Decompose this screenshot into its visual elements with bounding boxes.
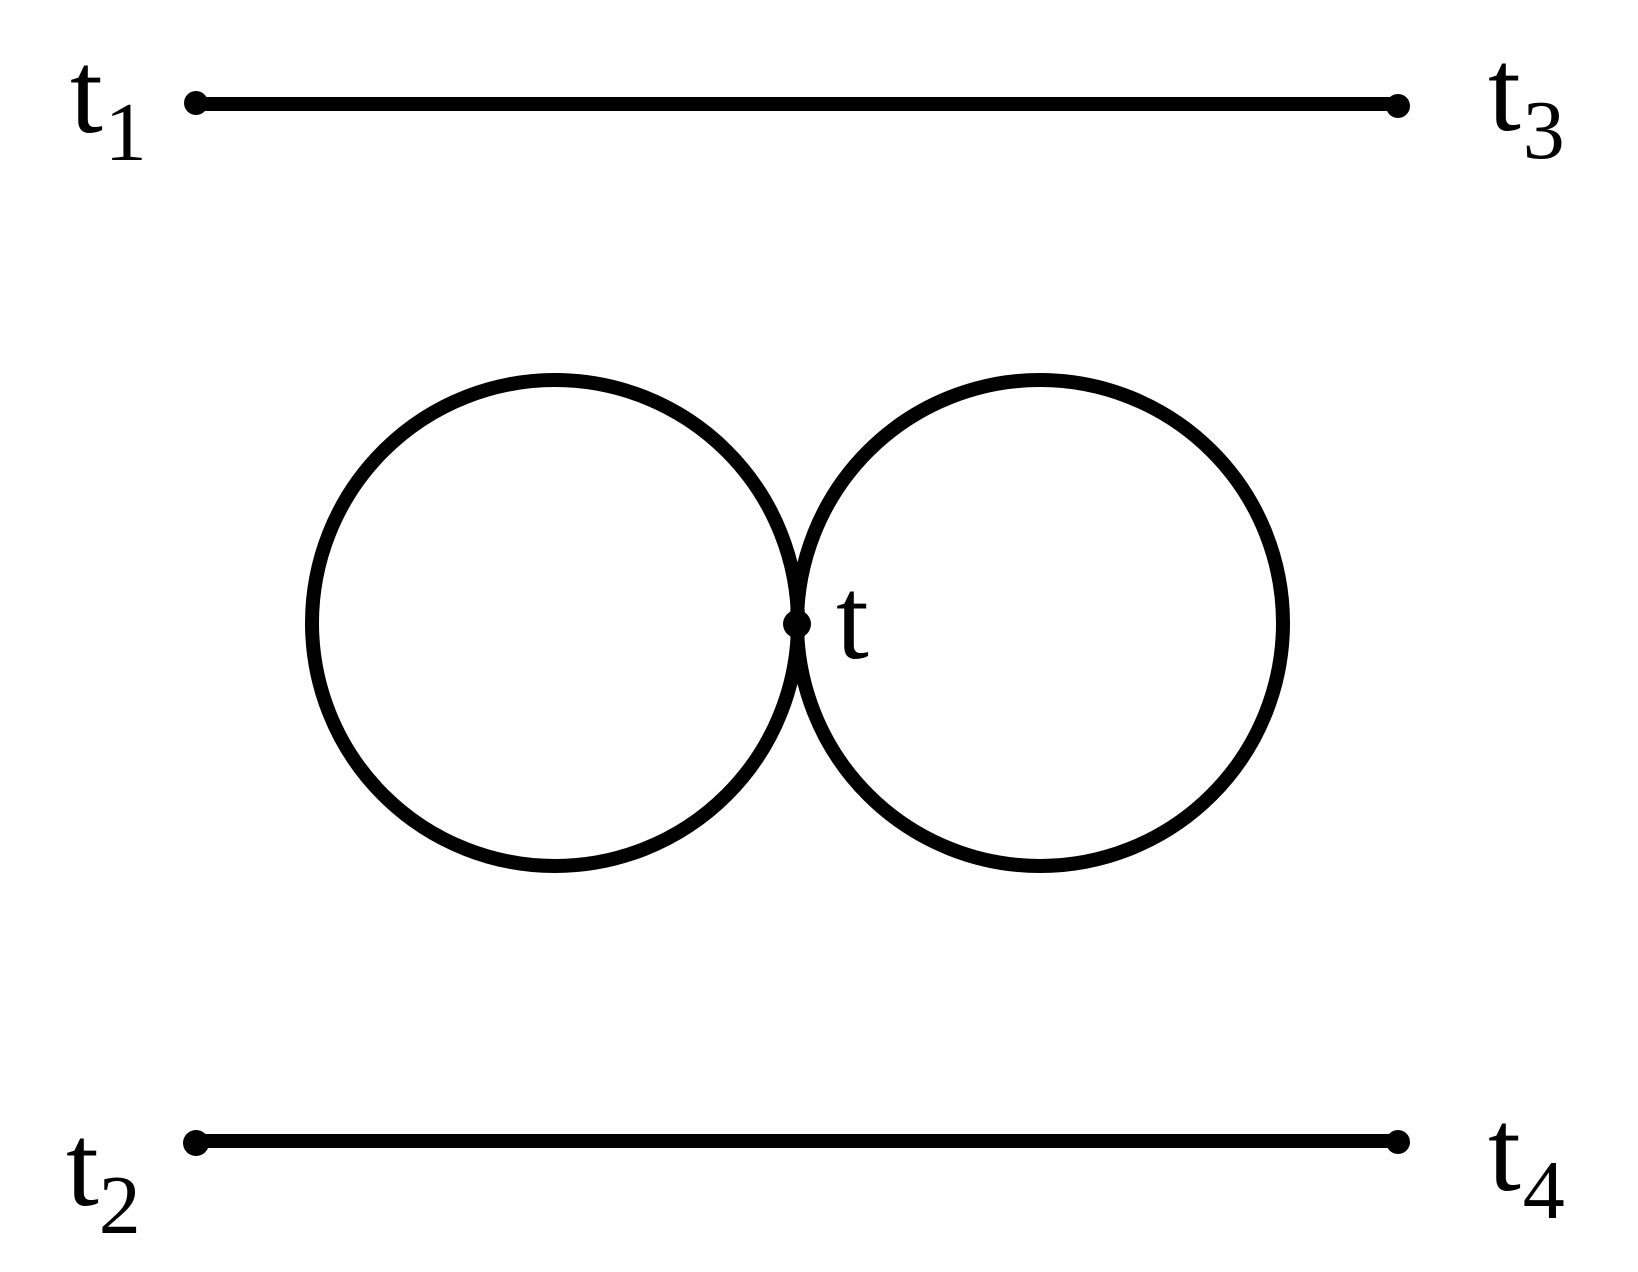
label-t2: $t_2$ [66,1100,141,1252]
right-loop [797,380,1283,866]
label-t2-subscript: 2 [98,1159,141,1252]
label-t3: $t_3$ [1488,25,1565,177]
label-t4-subscript: 4 [1522,1144,1565,1237]
left-loop [312,380,798,866]
label-t: t [836,553,869,684]
label-t1-subscript: 1 [104,86,147,179]
vertex-t [783,610,811,638]
label-t1: $t_1$ [70,27,147,179]
vertex-t2 [183,1130,209,1156]
vertex-t1 [184,91,208,115]
vertex-t4 [1386,1130,1410,1154]
label-t3-subscript: 3 [1522,84,1565,177]
label-t4: $t_4$ [1488,1085,1565,1237]
vertex-t3 [1386,94,1410,118]
